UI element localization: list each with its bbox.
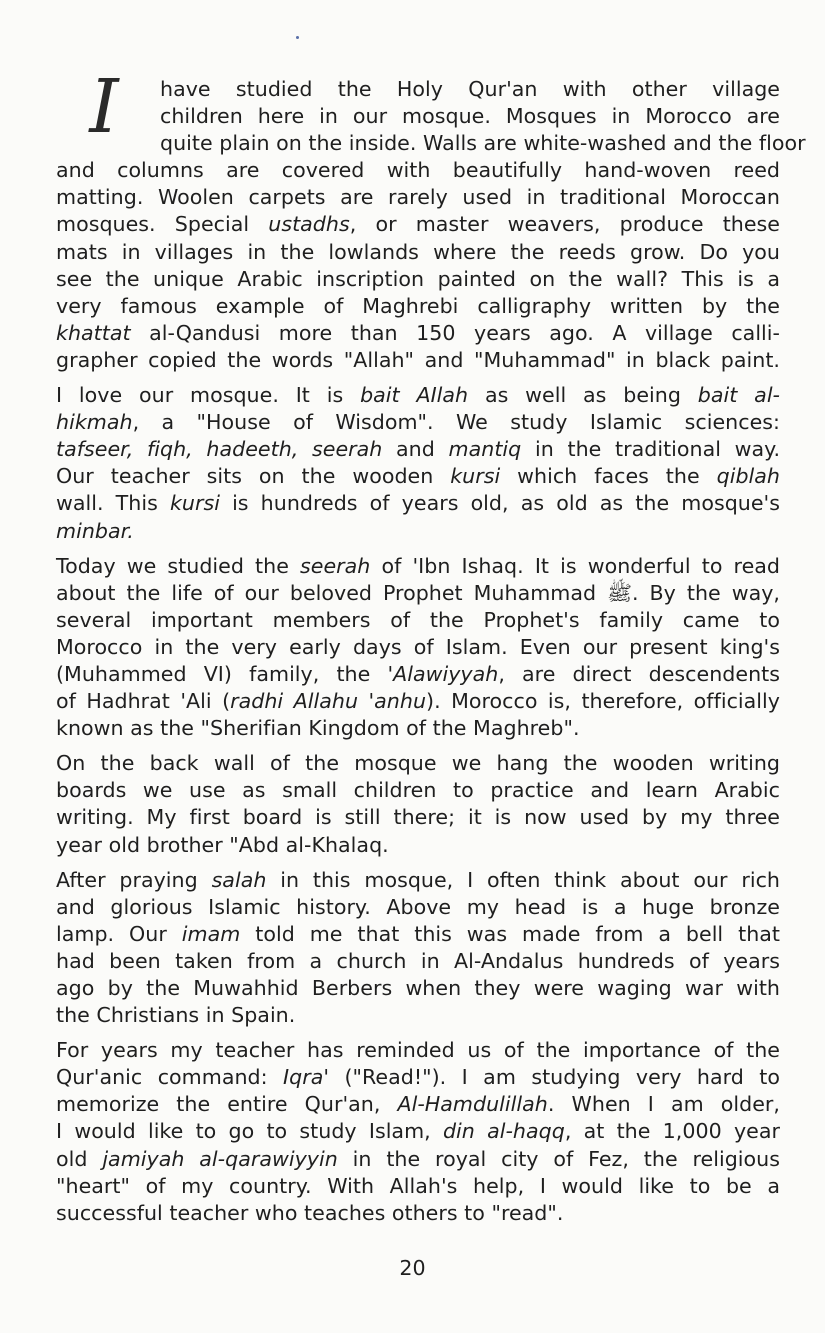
text-line: and glorious Islamic history. Above my head is a huge bronze [56,894,780,919]
text-line: the Christians in Spain. [56,1003,296,1028]
text-line: (Muhammed VI) family, the 'Alawiyyah, are direct descendents [56,661,780,686]
text-line: hikmah, a "House of Wisdom". We study Islamic sciences: [56,410,780,435]
paragraph-4 [56,750,780,858]
text-line: boards we use as small children to practice and learn Arabic [56,778,780,803]
text-line: For years my teacher has reminded us of the importance of the [56,1038,780,1063]
text-line: successful teacher who teaches others to "read". [56,1200,564,1225]
text-line: Our teacher sits on the wooden kursi which faces the qiblah [56,464,780,489]
text-line: matting. Woolen carpets are rarely used in traditional Moroccan [56,185,780,210]
text-line: and columns are covered with beautifully hand-woven reed [56,158,780,183]
text-line: mosques. Special ustadhs, or master weavers, produce these [56,212,780,237]
text-line: memorize the entire Qur'an, Al-Hamdulillah. When I am older, [56,1092,780,1117]
scan-speck [296,36,299,39]
text-line: had been taken from a church in Al-Andalus hundreds of years [56,948,780,973]
text-line: grapher copied the words "Allah" and "Muhammad" in black paint. [56,347,780,372]
text-line: several important members of the Prophet's family came to [56,607,780,632]
text-line: mats in villages in the lowlands where the reeds grow. Do you [56,239,780,264]
text-line: minbar. [56,518,134,543]
text-line: Morocco in the very early days of Islam. Even our present king's [56,634,780,659]
text-line: lamp. Our imam told me that this was made from a bell that [56,921,780,946]
text-line: have studied the Holy Qur'an with other village [160,77,780,101]
text-line: old jamiyah al-qarawiyyin in the royal city of Fez, the religious [56,1146,780,1171]
paragraph-1 [56,64,806,374]
text-line: of Hadhrat 'Ali (radhi Allahu 'anhu). Morocco is, therefore, officially [56,689,780,714]
paragraph-6 [56,1037,780,1227]
text-line: quite plain on the inside. Walls are white-washed and the floor [160,131,806,156]
paragraph-5 [56,867,780,1030]
text-line: After praying salah in this mosque, I often think about our rich [56,867,780,892]
text-line: Today we studied the seerah of 'Ibn Ishaq. It is wonderful to read [56,553,780,578]
text-line: very famous example of Maghrebi calligraphy written by the [56,293,780,318]
text-line: "heart" of my country. With Allah's help, I would like to be a [56,1173,780,1198]
text-line: khattat al-Qandusi more than 150 years ago. A village calli- [56,320,780,345]
text-line: year old brother "Abd al-Khalaq. [56,832,389,857]
text-line: children here in our mosque. Mosques in Morocco are [160,104,780,129]
paragraph-3 [56,553,780,743]
text-line: I would like to go to study Islam, din al-haqq, at the 1,000 year [56,1119,780,1144]
text-line: writing. My first board is still there; it is now used by my three [56,805,780,830]
page-body [56,64,806,1235]
text-line: I love our mosque. It is bait AIlah as well as being bait al- [56,383,781,408]
paragraph-2 [56,382,780,545]
drop-cap: I [89,64,119,150]
page-number: 20 [399,1256,426,1280]
text-line: On the back wall of the mosque we hang the wooden writing [56,751,780,776]
text-line: known as the "Sherifian Kingdom of the Maghreb". [56,716,580,741]
text-line: about the life of our beloved Prophet Muhammad ﷺ. By the way, [56,580,780,605]
text-line: tafseer, fiqh, hadeeth, seerah and mantiq in the traditional way. [56,437,781,462]
text-line: wall. This kursi is hundreds of years old, as old as the mosque's [56,491,780,516]
text-line: ago by the Muwahhid Berbers when they were waging war with [56,976,780,1000]
text-line: Qur'anic command: Iqra' ("Read!"). I am studying very hard to [56,1065,780,1090]
text-line: see the unique Arabic inscription painted on the wall? This is a [56,266,780,291]
